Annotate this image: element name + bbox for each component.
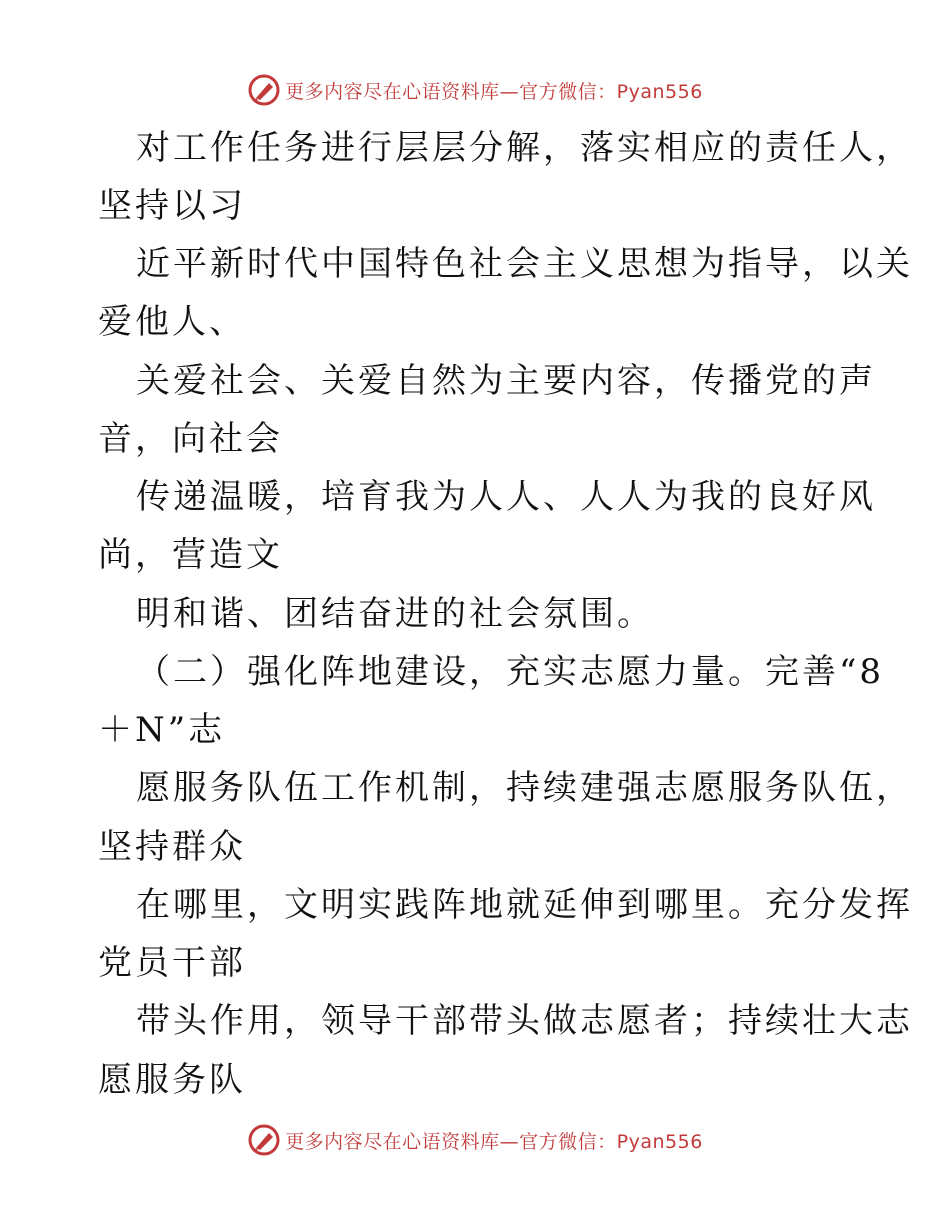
text-line: ＋N”志 bbox=[98, 710, 226, 750]
text-line: 爱他人、 bbox=[98, 302, 246, 342]
pen-logo-icon bbox=[247, 1123, 281, 1157]
text-line: 尚，营造文 bbox=[98, 535, 283, 575]
text-line: 近平新时代中国特色社会主义思想为指导，以关 bbox=[136, 244, 913, 284]
watermark-text: 更多内容尽在心语资料库—官方微信：Pyan556 bbox=[285, 80, 703, 103]
text-line: 音，向社会 bbox=[98, 419, 283, 459]
text-line: 坚持群众 bbox=[98, 827, 246, 867]
text-line: 党员干部 bbox=[98, 943, 246, 983]
footer-watermark bbox=[0, 1120, 950, 1160]
text-line: 坚持以习 bbox=[98, 186, 246, 226]
text-line: 带头作用，领导干部带头做志愿者；持续壮大志 bbox=[136, 1001, 913, 1041]
pen-logo-icon bbox=[247, 73, 281, 107]
text-line: （二）强化阵地建设，充实志愿力量。完善“8 bbox=[136, 652, 885, 692]
text-line: 关爱社会、关爱自然为主要内容，传播党的声 bbox=[136, 361, 876, 401]
header-watermark bbox=[0, 70, 950, 110]
text-line: 对工作任务进行层层分解，落实相应的责任人， bbox=[136, 128, 913, 168]
text-line: 愿服务队 bbox=[98, 1060, 246, 1100]
text-line: 在哪里，文明实践阵地就延伸到哪里。充分发挥 bbox=[136, 885, 913, 925]
text-line: 明和谐、团结奋进的社会氛围。 bbox=[136, 594, 654, 634]
text-line: 愿服务队伍工作机制，持续建强志愿服务队伍， bbox=[136, 768, 913, 808]
text-line: 传递温暖，培育我为人人、人人为我的良好风 bbox=[136, 477, 876, 517]
watermark-text: 更多内容尽在心语资料库—官方微信：Pyan556 bbox=[285, 1130, 703, 1153]
